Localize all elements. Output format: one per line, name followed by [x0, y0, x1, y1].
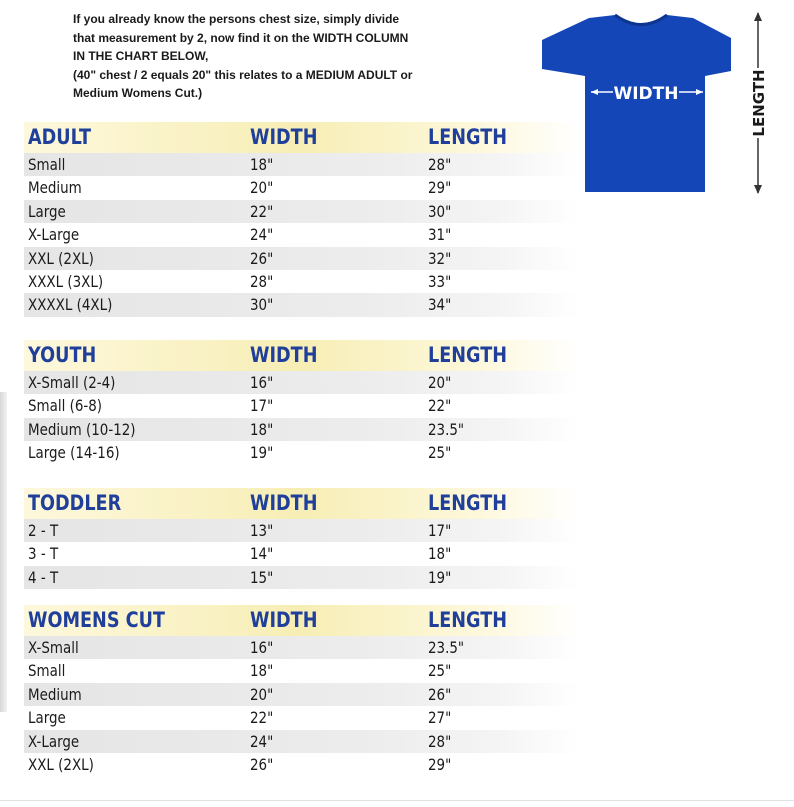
- instruction-line: IN THE CHART BELOW,: [73, 49, 209, 63]
- length-value: 22": [428, 396, 452, 416]
- table-row: [24, 247, 580, 270]
- length-value: 17": [428, 521, 452, 540]
- table-row: [24, 683, 580, 706]
- width-value: 18": [250, 419, 274, 439]
- width-value: 18": [250, 661, 274, 681]
- size-table-toddler: [24, 488, 580, 589]
- table-row: [24, 223, 580, 246]
- section-header: [24, 605, 580, 636]
- instruction-line: If you already know the persons chest size, simply divide: [73, 12, 400, 26]
- width-value: 15": [250, 567, 274, 587]
- length-header: LENGTH: [428, 343, 508, 367]
- table-row: [24, 706, 580, 729]
- length-value: 19": [428, 567, 452, 587]
- width-dimension-label: WIDTH: [613, 84, 679, 104]
- length-value: 18": [428, 544, 452, 564]
- length-value: 29": [428, 754, 452, 774]
- size-name: Small (6-8): [28, 396, 103, 416]
- size-table-adult: [24, 122, 580, 317]
- width-header: WIDTH: [250, 491, 318, 515]
- table-row: [24, 153, 580, 176]
- length-value: 31": [428, 225, 452, 245]
- width-value: 19": [250, 443, 274, 463]
- length-header: LENGTH: [428, 608, 508, 632]
- length-value: 23.5": [428, 638, 465, 657]
- width-value: 16": [250, 638, 274, 657]
- size-name: Small: [28, 661, 66, 681]
- length-value: 29": [428, 178, 452, 198]
- section-title: YOUTH: [28, 343, 97, 367]
- width-value: 20": [250, 178, 274, 198]
- table-row: [24, 753, 580, 776]
- width-value: 24": [250, 731, 274, 751]
- table-row: [24, 730, 580, 753]
- instruction-line: Medium Womens Cut.): [73, 86, 203, 100]
- length-value: 30": [428, 201, 452, 221]
- size-name: 4 - T: [28, 567, 59, 587]
- section-title: ADULT: [28, 125, 91, 149]
- size-name: Small: [28, 155, 66, 174]
- table-row: [24, 200, 580, 223]
- table-row: [24, 371, 580, 394]
- size-name: X-Small (2-4): [28, 373, 116, 392]
- width-value: 22": [250, 201, 274, 221]
- size-name: Medium: [28, 684, 82, 704]
- size-name: XXL (2XL): [28, 754, 94, 774]
- size-name: Medium: [28, 178, 82, 198]
- length-dimension-label: LENGTH: [750, 69, 768, 137]
- width-value: 17": [250, 396, 274, 416]
- size-name: 2 - T: [28, 521, 59, 540]
- table-row: [24, 394, 580, 417]
- table-row: [24, 659, 580, 682]
- section-header: [24, 488, 580, 519]
- size-name: Large (14-16): [28, 443, 120, 463]
- size-name: X-Small: [28, 638, 79, 657]
- width-value: 28": [250, 271, 274, 291]
- length-value: 28": [428, 731, 452, 751]
- length-value: 34": [428, 295, 452, 315]
- bottom-divider: [0, 800, 794, 801]
- size-name: Medium (10-12): [28, 419, 136, 439]
- width-header: WIDTH: [250, 343, 318, 367]
- width-value: 13": [250, 521, 274, 540]
- table-row: [24, 270, 580, 293]
- width-value: 14": [250, 544, 274, 564]
- length-value: 33": [428, 271, 452, 291]
- width-value: 22": [250, 708, 274, 728]
- size-name: XXXXL (4XL): [28, 295, 113, 315]
- size-name: X-Large: [28, 225, 80, 245]
- size-name: 3 - T: [28, 544, 59, 564]
- instruction-line: (40" chest / 2 equals 20" this relates to a MEDIUM ADULT or: [73, 67, 413, 82]
- length-value: 23.5": [428, 419, 465, 439]
- table-row: [24, 418, 580, 441]
- length-value: 25": [428, 443, 452, 463]
- length-header: LENGTH: [428, 491, 508, 515]
- length-value: 20": [428, 373, 452, 392]
- section-title: WOMENS CUT: [28, 608, 165, 632]
- table-row: [24, 636, 580, 659]
- table-row: [24, 519, 580, 542]
- size-name: Large: [28, 708, 66, 728]
- length-value: 26": [428, 684, 452, 704]
- size-name: Large: [28, 201, 66, 221]
- width-value: 16": [250, 373, 274, 392]
- width-header: WIDTH: [250, 608, 318, 632]
- table-row: [24, 566, 580, 589]
- size-name: XXXL (3XL): [28, 271, 104, 291]
- table-row: [24, 441, 580, 464]
- size-table-womens-cut: [24, 605, 580, 776]
- table-row: [24, 542, 580, 565]
- width-value: 18": [250, 155, 274, 174]
- section-header: [24, 340, 580, 371]
- width-value: 24": [250, 225, 274, 245]
- instruction-line: that measurement by 2, now find it on the WIDTH COLUMN: [73, 30, 409, 45]
- width-value: 30": [250, 295, 274, 315]
- section-title: TODDLER: [28, 491, 122, 515]
- length-header: LENGTH: [428, 125, 508, 149]
- page-edge-shadow: [0, 392, 7, 712]
- section-header: [24, 122, 580, 153]
- length-value: 27": [428, 708, 452, 728]
- sizing-instructions: [73, 10, 523, 103]
- length-value: 25": [428, 661, 452, 681]
- size-table-youth: [24, 340, 580, 465]
- width-value: 26": [250, 248, 274, 268]
- size-name: X-Large: [28, 731, 80, 751]
- width-value: 26": [250, 754, 274, 774]
- width-value: 20": [250, 684, 274, 704]
- size-name: XXL (2XL): [28, 248, 94, 268]
- table-row: [24, 293, 580, 316]
- length-value: 32": [428, 248, 452, 268]
- table-row: [24, 176, 580, 199]
- length-value: 28": [428, 155, 452, 174]
- width-header: WIDTH: [250, 125, 318, 149]
